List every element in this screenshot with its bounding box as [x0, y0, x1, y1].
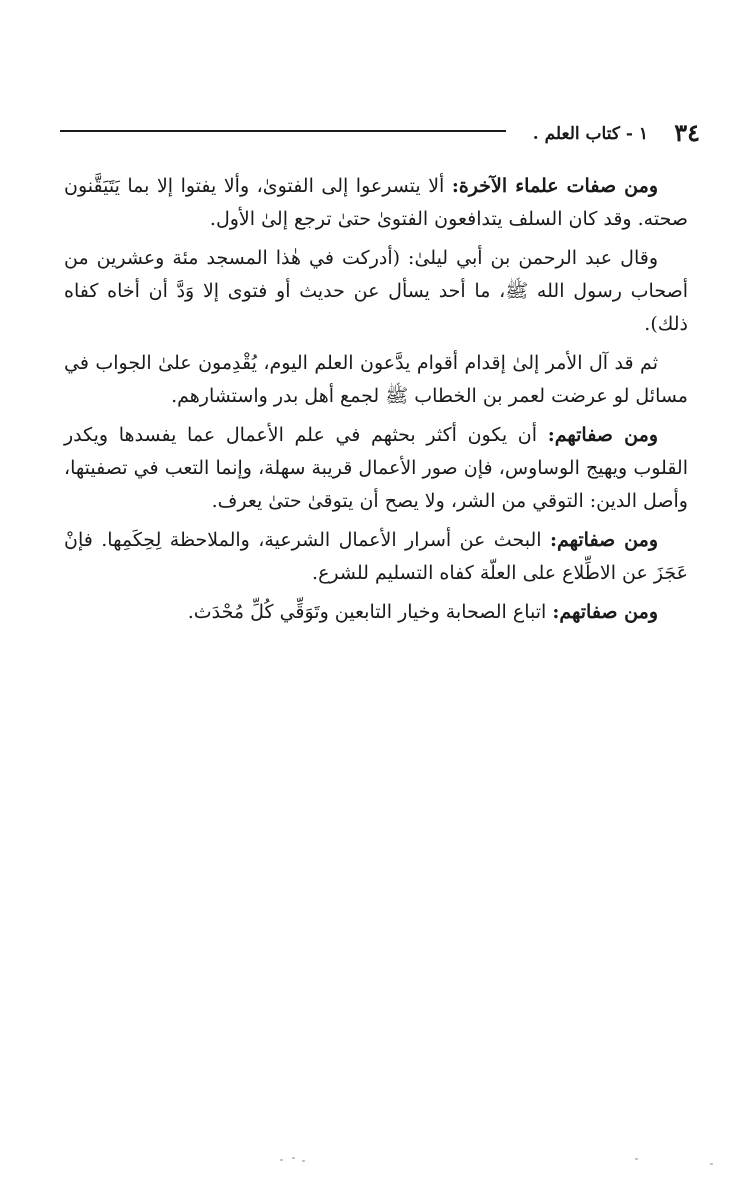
paragraph-lead: ومن صفاتهم: [552, 601, 658, 623]
paragraph-text: ألا يتسرعوا إلى الفتوىٰ، وألا يفتوا إلا بما يَتَيَقَّنون صحته. وقد كان السلف يتدافعون الفتوىٰ حتىٰ ترجع إلىٰ الأول. [64, 175, 688, 230]
paragraph-text: اتباع الصحابة وخيار التابعين وتَوَقِّي كُلِّ مُحْدَث. [187, 601, 553, 623]
page-header [60, 118, 700, 152]
paragraph-lead: ومن صفات علماء الآخرة: [451, 175, 658, 197]
paragraph-text: ثم قد آل الأمر إلىٰ إقدام أقوام يدَّعون العلم اليوم، يُقْدِمون علىٰ الجواب في مسائل لو عرضت لعمر بن الخطاب ﷺ لجمع أهل بدر واستشارهم. [64, 352, 688, 407]
paragraph-trait-following [64, 596, 688, 629]
paragraph-ibn-abi-layla [64, 242, 688, 341]
header-rule [60, 130, 506, 132]
paragraph-lead: ومن صفاتهم: [547, 424, 658, 446]
paragraph-text: البحث عن أسرار الأعمال الشرعية، والملاحظة لِحِكَمِها. فإنْ عَجَزَ عن الاطِّلاع على العلّة كفاه التسليم للشرع. [64, 529, 688, 584]
paragraph-current-state [64, 347, 688, 413]
paragraph-trait-secrets [64, 524, 688, 590]
page-number: ٣٤ [674, 118, 700, 147]
paragraph-lead: ومن صفاتهم: [549, 529, 659, 551]
page-body [64, 170, 688, 635]
paragraph-text: وقال عبد الرحمن بن أبي ليلىٰ: (أدركت في هٰذا المسجد مئة وعشرين من أصحاب رسول الله ﷺ، ما أحد يسأل عن حديث أو فتوى إلا وَدَّ أن أخاه كفاه ذلك). [64, 247, 688, 335]
paragraph-text: أن يكون أكثر بحثهم في علم الأعمال عما يفسدها ويكدر القلوب ويهيج الوساوس، فإن صور الأعمال قريبة سهلة، وإنما التعب في تصفيتها، وأصل الدين: التوقي من الشر، ولا يصح أن يتوقىٰ حتىٰ يعرف. [64, 424, 688, 512]
paragraph-scholars-traits [64, 170, 688, 236]
scan-specks [280, 1155, 740, 1167]
paragraph-trait-research [64, 419, 688, 518]
chapter-title: ١ - كتاب العلم . [532, 124, 648, 144]
